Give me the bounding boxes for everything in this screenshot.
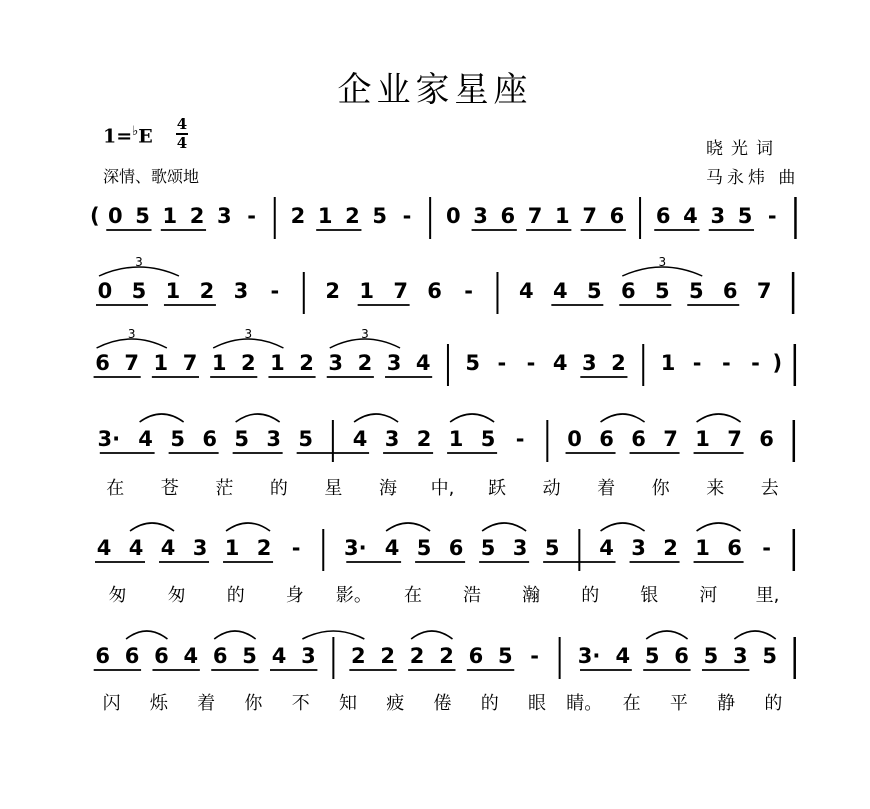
- note-digit: 3·: [343, 536, 367, 560]
- lyric-syllable: 眼: [528, 693, 547, 714]
- note-digit: 6: [727, 536, 742, 560]
- lyric-syllable: 烁: [149, 693, 168, 714]
- note-digit: 6: [448, 536, 464, 560]
- lyric-syllable: 浩: [463, 585, 482, 606]
- dash-mark: -: [247, 204, 256, 228]
- note-digit: 3: [710, 204, 726, 228]
- note-digit: 0: [107, 204, 123, 228]
- note-digit: 2: [439, 644, 454, 668]
- key-tonic: E: [138, 125, 153, 148]
- note-digit: 6: [95, 351, 110, 375]
- note-digit: 5: [497, 644, 513, 668]
- note-digit: 4: [615, 644, 631, 668]
- note-digit: 5: [242, 644, 257, 668]
- note-digit: 3: [233, 279, 249, 303]
- lyric-syllable: 去: [760, 478, 779, 499]
- note-digit: 5: [737, 204, 753, 228]
- lyric-syllable: 倦: [433, 693, 452, 714]
- note-digit: 2: [199, 279, 215, 303]
- note-digit: 5: [170, 427, 185, 451]
- note-digit: 4: [138, 427, 153, 451]
- note-digit: 5: [372, 204, 388, 228]
- composer-credit: 马永炜 曲: [706, 168, 800, 188]
- dash-mark: -: [530, 644, 540, 668]
- note-digit: 4: [128, 536, 144, 560]
- slur-arc: [697, 523, 741, 531]
- lyric-syllable: 知: [338, 693, 357, 714]
- lyric-syllable: 着: [597, 478, 616, 499]
- dash-mark: -: [767, 204, 777, 228]
- slur-arc: [601, 523, 645, 531]
- note-digit: 6: [95, 644, 111, 668]
- note-digit: 1: [448, 427, 464, 451]
- lyric-syllable: 跃: [488, 478, 507, 499]
- lyric-syllable: 匆: [108, 585, 127, 606]
- lyricist-credit: 晓光词: [706, 139, 781, 159]
- note-digit: 2: [357, 351, 373, 375]
- note-digit: 2: [345, 204, 360, 228]
- note-digit: 6: [722, 279, 738, 303]
- note-digit: 0: [446, 204, 461, 228]
- note-digit: 2: [256, 536, 272, 560]
- note-digit: 4: [415, 351, 431, 375]
- note-digit: 2: [611, 351, 626, 375]
- note-digit: 3: [473, 204, 488, 228]
- note-digit: 2: [351, 644, 366, 668]
- note-digit: 3: [301, 644, 316, 668]
- note-digit: 3·: [97, 427, 121, 451]
- lyric-syllable: 身: [285, 585, 304, 606]
- note-digit: 6: [631, 427, 646, 451]
- slur-arc: [214, 631, 255, 639]
- note-digit: 4: [96, 536, 112, 560]
- note-digit: 4: [160, 536, 176, 560]
- slur-arc: [411, 631, 452, 639]
- dash-mark: -: [526, 351, 536, 375]
- note-digit: 2: [290, 204, 306, 228]
- time-beats: 4: [176, 115, 188, 133]
- note-digit: 6: [674, 644, 689, 668]
- note-digit: 1: [695, 427, 710, 451]
- note-digit: 5: [587, 279, 602, 303]
- note-digit: 5: [416, 536, 432, 560]
- lyric-syllable: 银: [640, 585, 659, 606]
- note-digit: 5: [688, 279, 704, 303]
- note-digit: 3: [328, 351, 344, 375]
- lyric-syllable: 的: [269, 478, 288, 499]
- note-digit: 2: [380, 644, 396, 668]
- note-digit: 3: [192, 536, 208, 560]
- note-digit: 3: [386, 351, 402, 375]
- note-digit: 1: [359, 279, 374, 303]
- note-digit: 6: [655, 204, 671, 228]
- note-digit: 4: [384, 536, 400, 560]
- note-digit: 5: [762, 644, 778, 668]
- note-digit: 7: [727, 427, 742, 451]
- triplet-number: 3: [658, 255, 667, 269]
- lyric-syllable: 河: [699, 585, 718, 606]
- slur-arc: [130, 523, 174, 531]
- slur-arc: [482, 523, 526, 531]
- lyric-syllable: 着: [197, 693, 216, 714]
- note-digit: 6: [500, 204, 516, 228]
- note-digit: 5: [544, 536, 560, 560]
- dash-mark: -: [464, 279, 473, 303]
- note-digit: 4: [553, 279, 568, 303]
- paren-mark: ): [772, 351, 783, 375]
- note-digit: 3: [266, 427, 281, 451]
- note-digit: 2: [325, 279, 340, 303]
- lyric-syllable: 苍: [160, 478, 179, 499]
- slur-arc: [646, 631, 687, 639]
- note-digit: 3: [582, 351, 597, 375]
- lyric-syllable: 在: [106, 478, 125, 499]
- note-digit: 7: [393, 279, 408, 303]
- note-digit: 1: [224, 536, 240, 560]
- note-digit: 1: [317, 204, 333, 228]
- dash-mark: -: [270, 279, 280, 303]
- note-digit: 4: [271, 644, 287, 668]
- note-digit: 0: [567, 427, 582, 451]
- slur-arc: [697, 414, 741, 422]
- slur-arc: [140, 414, 184, 422]
- note-digit: 1: [162, 204, 178, 228]
- triplet-number: 3: [127, 327, 136, 341]
- slur-arc: [226, 523, 270, 531]
- note-digit: 1: [695, 536, 710, 560]
- note-digit: 5: [480, 536, 496, 560]
- lyric-syllable: 睛。: [566, 693, 603, 714]
- note-digit: 7: [124, 351, 140, 375]
- lyric-syllable: 星: [324, 478, 343, 499]
- slur-arc: [354, 414, 398, 422]
- note-digit: 6: [202, 427, 217, 451]
- note-digit: 5: [480, 427, 496, 451]
- lyric-syllable: 匆: [167, 585, 186, 606]
- dash-mark: -: [291, 536, 301, 560]
- flat-sign: ♭: [132, 124, 139, 139]
- lyric-syllable: 的: [226, 585, 245, 606]
- note-digit: 2: [299, 351, 314, 375]
- note-digit: 4: [552, 351, 568, 375]
- dash-mark: -: [402, 204, 412, 228]
- note-digit: 7: [663, 427, 678, 451]
- slur-arc: [450, 414, 494, 422]
- lyric-syllable: 影。: [335, 585, 372, 606]
- lyric-syllable: 动: [542, 478, 561, 499]
- note-digit: 7: [182, 351, 198, 375]
- lyric-syllable: 来: [706, 478, 725, 499]
- note-digit: 1: [153, 351, 169, 375]
- triplet-number: 3: [244, 327, 253, 341]
- note-digit: 6: [212, 644, 228, 668]
- note-digit: 4: [519, 279, 534, 303]
- note-digit: 4: [599, 536, 614, 560]
- note-digit: 5: [234, 427, 249, 451]
- lyric-syllable: 在: [622, 693, 641, 714]
- note-digit: 7: [527, 204, 543, 228]
- note-digit: 3: [733, 644, 748, 668]
- slur-arc: [386, 523, 430, 531]
- note-digit: 5: [135, 204, 150, 228]
- dash-mark: -: [692, 351, 702, 375]
- song-title: 企业家星座: [337, 70, 533, 110]
- note-digit: 2: [663, 536, 678, 560]
- lyric-syllable: 海: [378, 478, 397, 499]
- triplet-number: 3: [361, 327, 369, 341]
- note-digit: 3·: [577, 644, 601, 668]
- note-digit: 1: [270, 351, 285, 375]
- time-beat-unit: 4: [176, 134, 188, 152]
- lyric-syllable: 里,: [755, 585, 780, 606]
- lyric-syllable: 的: [581, 585, 600, 606]
- note-digit: 1: [660, 351, 676, 375]
- note-digit: 2: [240, 351, 256, 375]
- dash-mark: -: [751, 351, 760, 375]
- lyric-syllable: 的: [480, 693, 499, 714]
- slur-arc: [734, 631, 775, 639]
- note-digit: 4: [352, 427, 368, 451]
- note-digit: 5: [644, 644, 660, 668]
- note-digit: 6: [124, 644, 140, 668]
- slur-arc: [601, 414, 645, 422]
- lyric-syllable: 平: [669, 693, 688, 714]
- lyric-syllable: 在: [403, 585, 422, 606]
- note-digit: 2: [189, 204, 205, 228]
- lyric-syllable: 瀚: [522, 585, 541, 606]
- note-digit: 3: [512, 536, 528, 560]
- lyric-syllable: 中,: [430, 478, 455, 499]
- lyric-syllable: 茫: [215, 478, 234, 499]
- lyric-syllable: 疲: [386, 693, 405, 714]
- slur-arc: [236, 414, 280, 422]
- lyric-syllable: 闪: [102, 693, 121, 714]
- lyric-syllable: 你: [651, 478, 670, 499]
- note-digit: 1: [211, 351, 227, 375]
- note-digit: 6: [759, 427, 774, 451]
- dash-mark: -: [721, 351, 731, 375]
- note-digit: 7: [582, 204, 597, 228]
- dash-mark: -: [515, 427, 525, 451]
- note-digit: 3: [631, 536, 646, 560]
- note-digit: 5: [465, 351, 481, 375]
- note-digit: 1: [555, 204, 570, 228]
- note-digit: 2: [409, 644, 425, 668]
- note-digit: 4: [683, 204, 698, 228]
- note-digit: 0: [97, 279, 113, 303]
- note-digit: 3: [384, 427, 400, 451]
- dash-mark: -: [762, 536, 771, 560]
- dash-mark: -: [497, 351, 507, 375]
- note-digit: 5: [131, 279, 147, 303]
- lyric-syllable: 你: [244, 693, 263, 714]
- note-digit: 6: [154, 644, 169, 668]
- note-digit: 6: [620, 279, 636, 303]
- note-digit: 1: [165, 279, 181, 303]
- note-digit: 6: [468, 644, 484, 668]
- paren-mark: (: [90, 204, 100, 228]
- key-prefix: 1=: [103, 125, 133, 148]
- note-digit: 5: [654, 279, 670, 303]
- lyric-syllable: 静: [717, 693, 736, 714]
- lyric-syllable: 不: [291, 693, 310, 714]
- note-digit: 4: [183, 644, 199, 668]
- lyric-syllable: 的: [764, 693, 783, 714]
- triplet-number: 3: [135, 255, 143, 269]
- slur-arc: [126, 631, 167, 639]
- note-digit: 6: [609, 204, 625, 228]
- note-digit: 5: [298, 427, 313, 451]
- note-digit: 6: [427, 279, 442, 303]
- note-digit: 2: [416, 427, 432, 451]
- note-digit: 5: [703, 644, 719, 668]
- tempo-marking: 深情、歌颂地: [103, 167, 200, 186]
- note-digit: 3: [216, 204, 232, 228]
- note-digit: 7: [756, 279, 772, 303]
- note-digit: 6: [599, 427, 614, 451]
